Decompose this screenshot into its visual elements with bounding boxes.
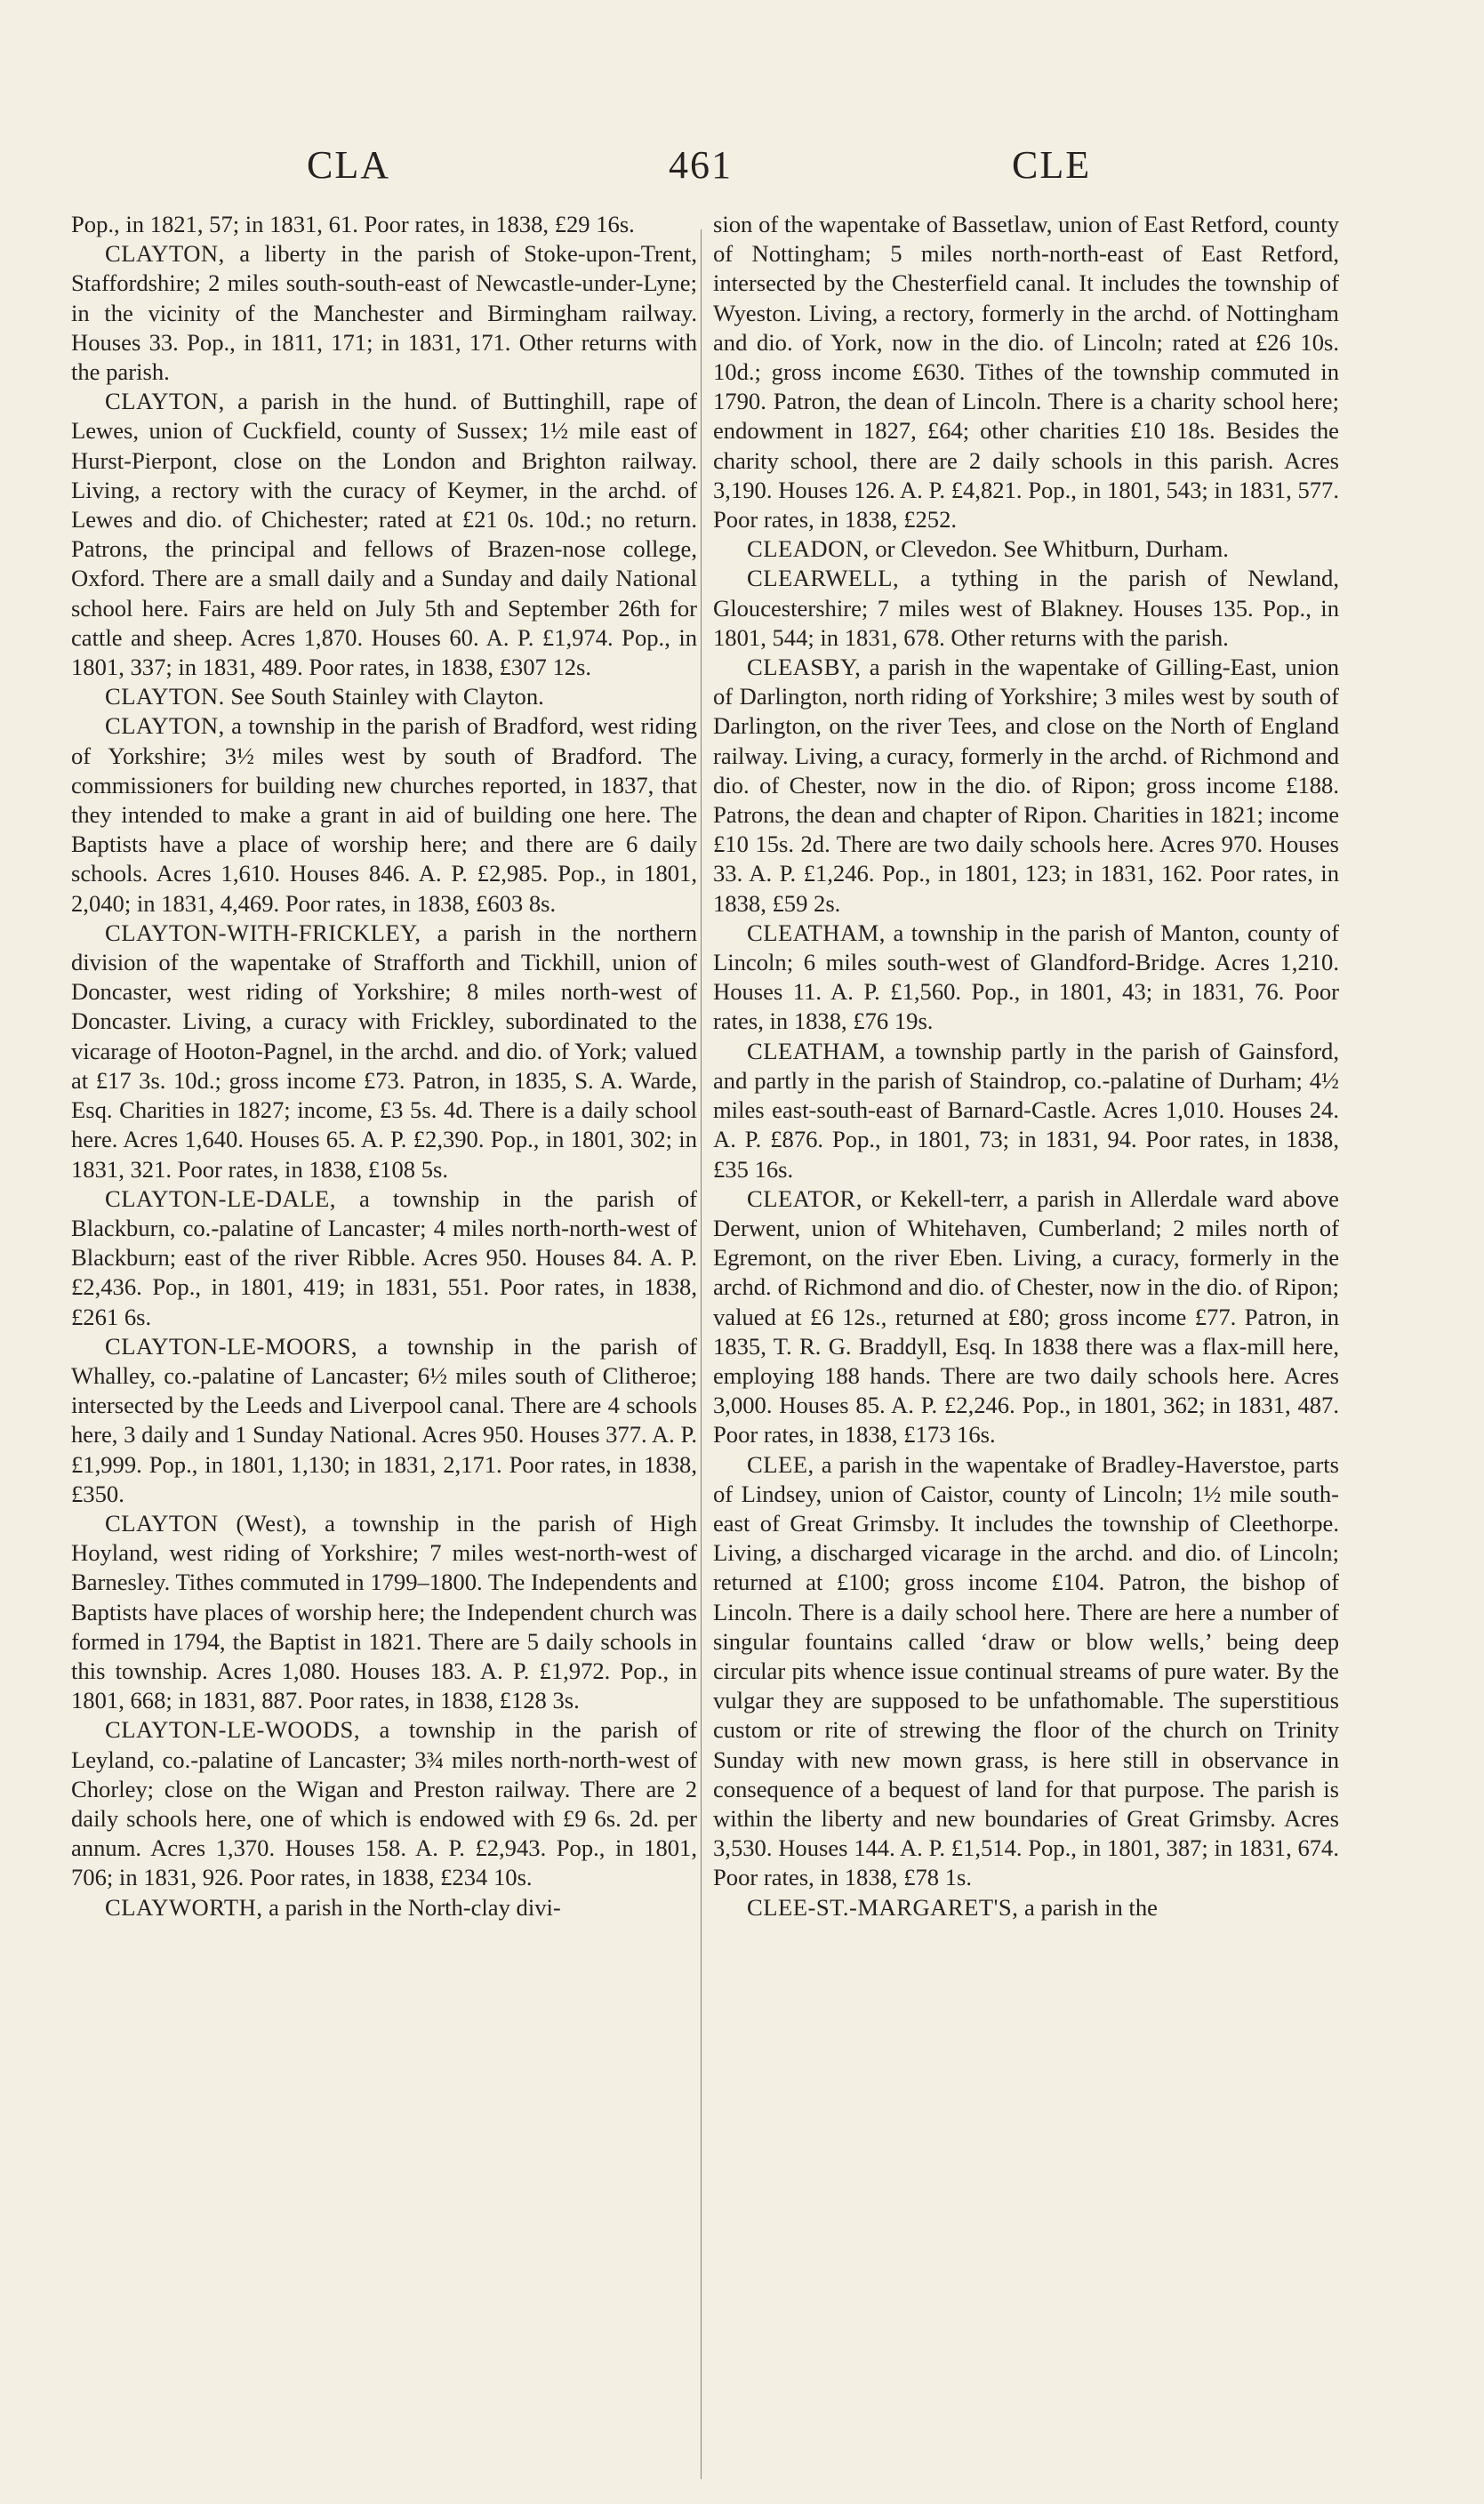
gazetteer-entry — [713, 1450, 1339, 1893]
entry-text: Pop., in 1821, 57; in 1831, 61. Poor rates, in 1838, £29 16s. — [71, 211, 635, 237]
entry-text: a township in the parish of High Hoyland, west riding of Yorkshire; 7 miles west-north-west of Barnesley. Tithes commuted in 1799–1800. The Independents and Baptists have places of worship here; the Independent church was formed in 1794, the Baptist in 1821. There are 5 daily schools in this township. Acres 1,080. Houses 183. A. P. £1,972. Pop., in 1801, 668; in 1831, 887. Poor rates, in 1838, £128 3s. — [71, 1509, 697, 1714]
entry-text: or Kekell-terr, a parish in Allerdale ward above Derwent, union of Whitehaven, Cumberland; 2 miles north of Egremont, on the river Eben. Living, a curacy, formerly in the archd. of Richmond and dio. of Chester, now in the dio. of Ripon; valued at £6 12s., returned at £80; gross income £77. Patron, in 1835, T. R. G. Braddyll, Esq. In 1838 there was a flax-mill here, employing 188 hands. There are two daily schools here. Acres 3,000. Houses 85. A. P. £2,246. Pop., in 1801, 362; in 1831, 487. Poor rates, in 1838, £173 16s. — [713, 1184, 1339, 1449]
entry-headword: CLAYTON. — [105, 683, 225, 710]
page-header — [0, 142, 1484, 196]
entry-text: or Clevedon. See Whitburn, Durham. — [869, 535, 1229, 563]
gazetteer-entry — [71, 239, 697, 387]
entry-text: a township in the parish of Blackburn, co.-palatine of Lancaster; 4 miles north-north-west of Blackburn; east of the river Ribble. Acres 950. Houses 84. A. P. £2,436. Pop., in 1801, 419; in 1831, 551. Poor rates, in 1838, £261 6s. — [71, 1184, 697, 1330]
gazetteer-entry — [71, 1509, 697, 1715]
entry-headword: CLAYTON-WITH-FRICKLEY, — [105, 919, 421, 946]
entry-headword: CLEATHAM, — [747, 1037, 886, 1064]
entry-text: a parish in the wapentake of Gilling-East, union of Darlington, north riding of Yorkshire; 3 miles west by south of Darlington, on the river Tees, and close on the North of England railway. Living, a curacy, formerly in the archd. of Richmond and dio. of Chester, now in the dio. of Ripon; gross income £188. Patrons, the dean and chapter of Ripon. Charities in 1821; income £10 15s. 2d. There are two daily schools here. Acres 970. Houses 33. A. P. £1,246. Pop., in 1801, 123; in 1831, 162. Poor rates, in 1838, £59 2s. — [713, 654, 1339, 917]
gazetteer-entry — [71, 919, 697, 1184]
gazetteer-entry — [713, 1037, 1339, 1184]
entry-text: a liberty in the parish of Stoke-upon-Trent, Staffordshire; 2 miles south-south-east of Newcastle-under-Lyne; in the vicinity of the Manchester and Birmingham railway. Houses 33. Pop., in 1811, 171; in 1831, 171. Other returns with the parish. — [71, 240, 697, 386]
entry-headword: CLEARWELL, — [747, 565, 900, 592]
gazetteer-entry — [71, 682, 697, 711]
page-number: 461 — [669, 143, 733, 187]
entry-headword: CLAYTON, — [105, 388, 225, 415]
entry-headword: CLAYTON (West), — [105, 1509, 308, 1537]
gazetteer-entry — [71, 711, 697, 918]
entry-headword: CLEE-ST.-MARGARET'S, — [747, 1893, 1019, 1921]
entry-headword: CLAYTON-LE-MOORS, — [105, 1332, 358, 1360]
gazetteer-entry — [71, 1332, 697, 1509]
entry-text: a parish in the northern division of the wapentake of Strafforth and Tickhill, union of Doncaster, west riding of Yorkshire; 8 miles north-west of Doncaster. Living, a curacy with Frickley, subordinated to the vicarage of Hooton-Pagnel, in the archd. and dio. of York; valued at £17 3s. 10d.; gross income £73. Patron, in 1835, S. A. Warde, Esq. Charities in 1827; income, £3 5s. 4d. There is a daily school here. Acres 1,640. Houses 65. A. P. £2,390. Pop., in 1801, 302; in 1831, 321. Poor rates, in 1838, £108 5s. — [71, 919, 697, 1183]
gazetteer-entry — [713, 564, 1339, 653]
entry-headword: CLEATOR, — [747, 1184, 862, 1212]
gazetteer-entry — [713, 653, 1339, 919]
left-column — [71, 210, 697, 1922]
gazetteer-entry — [713, 919, 1339, 1037]
gazetteer-entry — [713, 1893, 1339, 1922]
header-left-catchword: CLA — [307, 143, 390, 187]
entry-headword: CLAYTON-LE-WOODS, — [105, 1716, 360, 1744]
entry-text: sion of the wapentake of Bassetlaw, union of East Retford, county of Nottingham; 5 miles north-north-east of East Retford, intersected by the Chesterfield canal. It includes the township of Wyeston. Living, a rectory, formerly in the archd. of Nottingham and dio. of York, now in the dio. of Lincoln; rated at £26 10s. 10d.; gross income £630. Tithes of the township commuted in 1790. Patron, the dean of Lincoln. There is a charity school here; endowment in 1827, £64; other charities £10 18s. Besides the charity school, there are 2 daily schools in this parish. Acres 3,190. Houses 126. A. P. £4,821. Pop., in 1801, 543; in 1831, 577. Poor rates, in 1838, £252. — [713, 211, 1339, 534]
entry-text: a township in the parish of Leyland, co.-palatine of Lancaster; 3¾ miles north-north-west of Chorley; close on the Wigan and Preston railway. There are 2 daily schools here, one of which is endowed with £9 6s. 2d. per annum. Acres 1,370. Houses 158. A. P. £2,943. Pop., in 1801, 706; in 1831, 926. Poor rates, in 1838, £234 10s. — [71, 1716, 697, 1891]
entry-headword: CLAYTON, — [105, 712, 225, 740]
entry-text: a township in the parish of Bradford, west riding of Yorkshire; 3½ miles west by south of Bradford. The commissioners for building new churches reported, in 1837, that they intended to make a grant in aid of building one here. The Baptists have a place of worship here; and there are 6 daily schools. Acres 1,610. Houses 846. A. P. £2,985. Pop., in 1801, 2,040; in 1831, 4,469. Poor rates, in 1838, £603 8s. — [71, 712, 697, 917]
gazetteer-entry — [71, 387, 697, 682]
gazetteer-entry — [71, 1893, 697, 1922]
gazetteer-entry — [713, 534, 1339, 564]
entry-headword: CLAYWORTH, — [105, 1893, 263, 1921]
entry-text: a parish in the — [1018, 1893, 1158, 1921]
right-column — [713, 210, 1339, 1922]
gazetteer-entry — [71, 210, 697, 239]
header-right-catchword: CLE — [1012, 143, 1092, 187]
entry-headword: CLAYTON, — [105, 240, 225, 268]
entry-headword: CLEATHAM, — [747, 919, 886, 946]
entry-text: a township in the parish of Whalley, co.-palatine of Lancaster; 6½ miles south of Clitheroe; intersected by the Leeds and Liverpool canal. There are 4 schools here, 3 daily and 1 Sunday National. Acres 950. Houses 377. A. P. £1,999. Pop., in 1801, 1,130; in 1831, 2,171. Poor rates, in 1838, £350. — [71, 1332, 697, 1507]
entry-headword: CLEASBY, — [747, 654, 862, 681]
column-divider — [701, 229, 702, 2479]
entry-text: a tything in the parish of Newland, Gloucestershire; 7 miles west of Blakney. Houses 135. Pop., in 1801, 544; in 1831, 678. Other returns with the parish. — [713, 565, 1339, 651]
entry-text: a township in the parish of Manton, county of Lincoln; 6 miles south-west of Glandford-Bridge. Acres 1,210. Houses 11. A. P. £1,560. Pop., in 1801, 43; in 1831, 76. Poor rates, in 1838, £76 19s. — [713, 919, 1339, 1035]
entry-text: a parish in the hund. of Buttinghill, rape of Lewes, union of Cuckfield, county of Sussex; 1½ mile east of Hurst-Pierpont, close on the London and Brighton railway. Living, a rectory with the curacy of Keymer, in the archd. of Lewes and dio. of Chichester; rated at £21 0s. 10d.; no return. Patrons, the principal and fellows of Brazen-nose college, Oxford. There are a small daily and a Sunday and daily National school here. Fairs are held on July 5th and September 26th for cattle and sheep. Acres 1,870. Houses 60. A. P. £1,974. Pop., in 1801, 337; in 1831, 489. Poor rates, in 1838, £307 12s. — [71, 388, 697, 681]
entry-headword: CLEADON, — [747, 535, 870, 563]
entry-headword: CLAYTON-LE-DALE, — [105, 1184, 336, 1212]
gazetteer-entry — [713, 210, 1339, 534]
gazetteer-entry — [71, 1715, 697, 1892]
entry-headword: CLEE, — [747, 1450, 814, 1478]
entry-text: a township partly in the parish of Gainsford, and partly in the parish of Staindrop, co.-palatine of Durham; 4½ miles east-south-east of Barnard-Castle. Acres 1,010. Houses 24. A. P. £876. Pop., in 1801, 73; in 1831, 94. Poor rates, in 1838, £35 16s. — [713, 1037, 1339, 1183]
gazetteer-entry — [71, 1184, 697, 1332]
entry-text: a parish in the wapentake of Bradley-Haverstoe, parts of Lindsey, union of Caistor, county of Lincoln; 1½ mile south-east of Great Grimsby. It includes the township of Cleethorpe. Living, a discharged vicarage in the archd. and dio. of Lincoln; returned at £100; gross income £104. Patron, the bishop of Lincoln. There is a daily school here. There are here a number of singular fountains called ‘draw or blow wells,’ being deep circular pits whence issue continual streams of pure water. By the vulgar they are supposed to be unfathomable. The superstitious custom or rite of strewing the floor of the church on Trinity Sunday with new mown grass, is here still in observance in consequence of a bequest of land for that purpose. The parish is within the liberty and new boundaries of Great Grimsby. Acres 3,530. Houses 144. A. P. £1,514. Pop., in 1801, 387; in 1831, 674. Poor rates, in 1838, £78 1s. — [713, 1450, 1339, 1891]
gazetteer-entry — [713, 1184, 1339, 1450]
entry-text: See South Stainley with Clayton. — [224, 683, 544, 710]
entry-text: a parish in the North-clay divi- — [262, 1893, 561, 1921]
